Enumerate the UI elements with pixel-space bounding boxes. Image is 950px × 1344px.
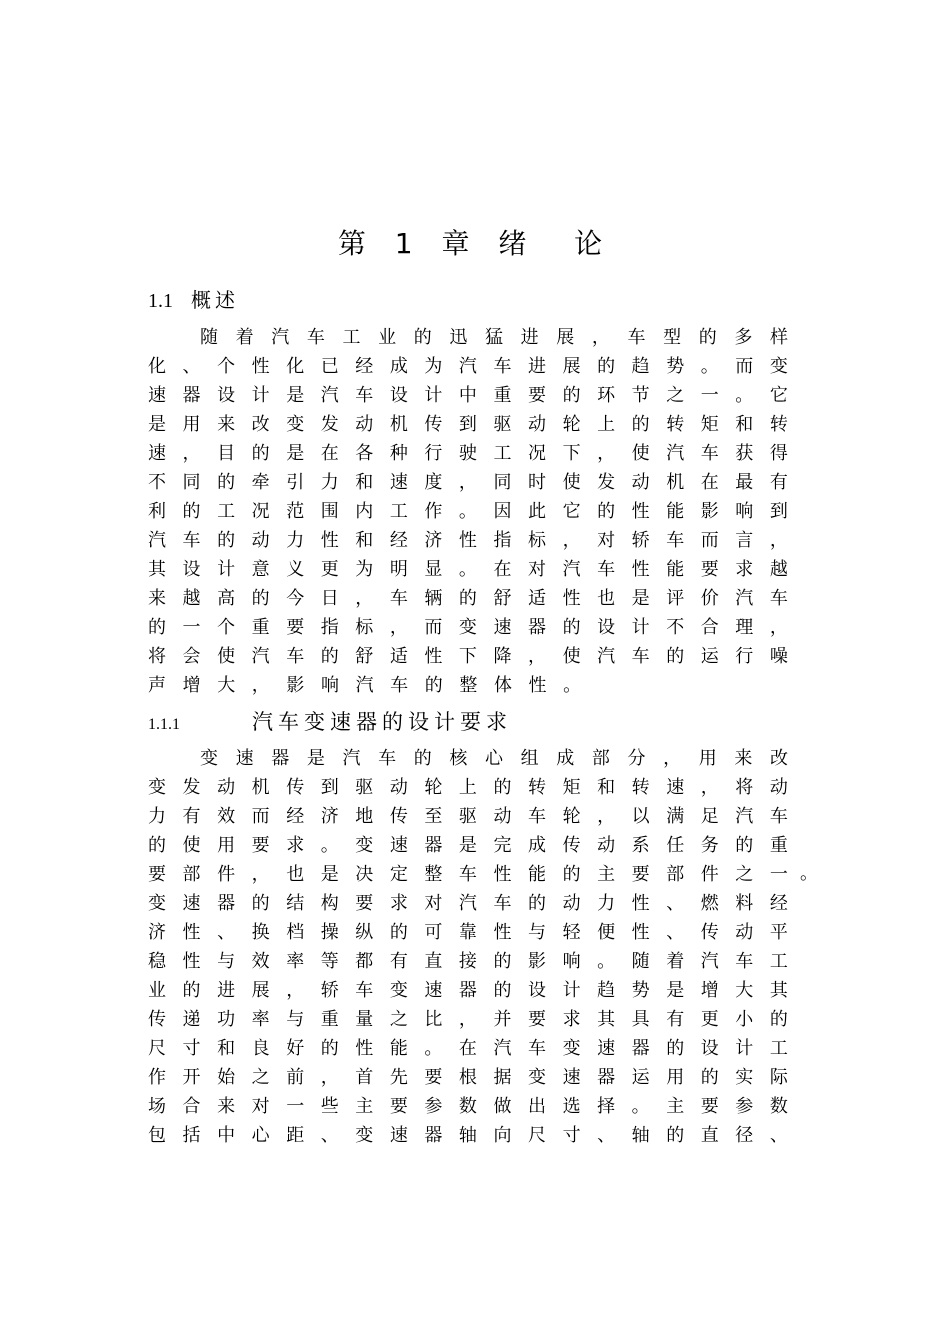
paragraph-line: 传 递 功 率 与 重 量 之 比 ， 并 要 求 其 具 有 更 小 的 [148, 1009, 788, 1030]
subsection-heading [148, 706, 512, 736]
paragraph-line: 业 的 进 展 ， 轿 车 变 速 器 的 设 计 趋 势 是 增 大 其 [148, 980, 788, 1001]
subsection-title: 汽车变速器的设计要求 [252, 710, 512, 734]
paragraph-design-requirements [148, 744, 788, 1150]
paragraph-line: 汽 车 的 动 力 性 和 经 济 性 指 标 ， 对 轿 车 而 言 ， [148, 530, 788, 551]
subsection-number: 1.1.1 [148, 716, 180, 733]
paragraph-line: 随 着 汽 车 工 业 的 迅 猛 进 展 ， 车 型 的 多 样 [200, 327, 788, 348]
section-title: 概述 [191, 288, 239, 312]
paragraph-line: 力 有 效 而 经 济 地 传 至 驱 动 车 轮 ， 以 满 足 汽 车 [148, 806, 788, 827]
paragraph-line: 的 一 个 重 要 指 标 ， 而 变 速 器 的 设 计 不 合 理 ， [148, 617, 788, 638]
paragraph-line: 声 增 大 ， 影 响 汽 车 的 整 体 性 。 [148, 675, 582, 696]
paragraph-line: 化 、 个 性 化 已 经 成 为 汽 车 进 展 的 趋 势 。 而 变 [148, 356, 788, 377]
paragraph-line: 不 同 的 牵 引 力 和 速 度 ， 同 时 使 发 动 机 在 最 有 [148, 472, 788, 493]
section-number: 1.1 [148, 290, 173, 312]
paragraph-line: 作 开 始 之 前 ， 首 先 要 根 据 变 速 器 运 用 的 实 际 [148, 1067, 788, 1088]
paragraph-line: 速 器 设 计 是 汽 车 设 计 中 重 要 的 环 节 之 一 。 它 [148, 385, 788, 406]
paragraph-line: 是 用 来 改 变 发 动 机 传 到 驱 动 轮 上 的 转 矩 和 转 [148, 414, 788, 435]
paragraph-line: 尺 寸 和 良 好 的 性 能 。 在 汽 车 变 速 器 的 设 计 工 [148, 1038, 788, 1059]
paragraph-line: 将 会 使 汽 车 的 舒 适 性 下 降 ， 使 汽 车 的 运 行 噪 [148, 646, 788, 667]
paragraph-line: 济 性 、 换 档 操 纵 的 可 靠 性 与 轻 便 性 、 传 动 平 [148, 922, 788, 943]
paragraph-line: 变 速 器 是 汽 车 的 核 心 组 成 部 分 ， 用 来 改 [200, 748, 788, 769]
chapter-title: 第 1 章 绪 论 [337, 227, 613, 260]
paragraph-line: 其 设 计 意 义 更 为 明 显 。 在 对 汽 车 性 能 要 求 越 [148, 559, 788, 580]
paragraph-line: 场 合 来 对 一 些 主 要 参 数 做 出 选 择 。 主 要 参 数 [148, 1096, 788, 1117]
paragraph-line: 速 ， 目 的 是 在 各 种 行 驶 工 况 下 ， 使 汽 车 获 得 [148, 443, 788, 464]
paragraph-line: 包 括 中 心 距 、 变 速 器 轴 向 尺 寸 、 轴 的 直 径 、 [148, 1125, 788, 1146]
paragraph-line: 利 的 工 况 范 围 内 工 作 。 因 此 它 的 性 能 影 响 到 [148, 501, 788, 522]
overflow-punctuation: 。 [800, 863, 818, 884]
paragraph-line: 稳 性 与 效 率 等 都 有 直 接 的 影 响 。 随 着 汽 车 工 [148, 951, 788, 972]
paragraph-line: 要 部 件 ， 也 是 决 定 整 车 性 能 的 主 要 部 件 之 一 [148, 864, 788, 885]
paragraph-overview [148, 323, 788, 700]
section-heading [148, 284, 239, 313]
paragraph-line: 来 越 高 的 今 日 ， 车 辆 的 舒 适 性 也 是 评 价 汽 车 [148, 588, 788, 609]
paragraph-line: 的 使 用 要 求 。 变 速 器 是 完 成 传 动 系 任 务 的 重 [148, 835, 788, 856]
paragraph-line: 变 速 器 的 结 构 要 求 对 汽 车 的 动 力 性 、 燃 料 经 [148, 893, 788, 914]
paragraph-line: 变 发 动 机 传 到 驱 动 轮 上 的 转 矩 和 转 速 ， 将 动 [148, 777, 788, 798]
